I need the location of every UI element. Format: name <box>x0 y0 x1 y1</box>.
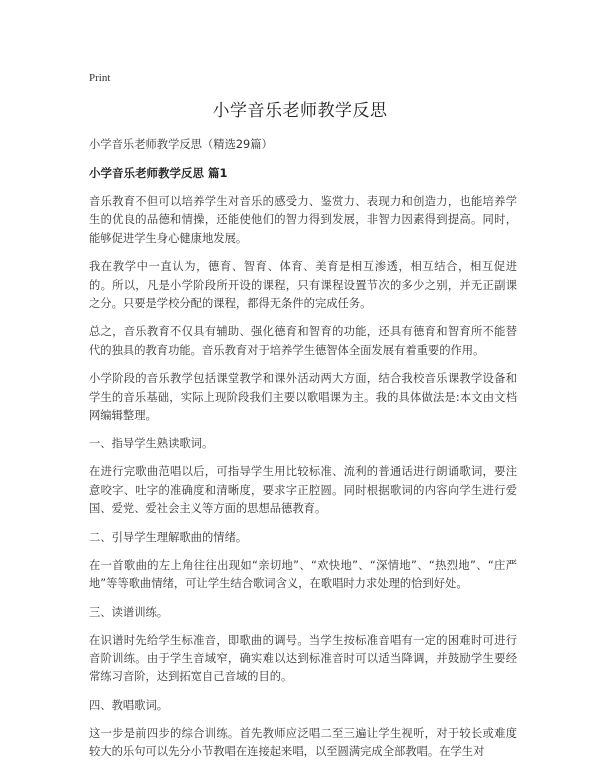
paragraph: 在识谱时先给学生标准音，即歌曲的调号。当学生按标准音唱有一定的困难时可进行音阶训练。由于学生音域窄，确实难以达到标准音时可以适当降调，并鼓励学生要经常练习音阶，达到拓宽自己音域的目的。 <box>89 633 517 684</box>
section-heading: 三、读谱训练。 <box>89 605 169 619</box>
document-subtitle: 小学音乐老师教学反思（精选29篇） <box>89 138 273 151</box>
print-link[interactable]: Print <box>89 72 111 84</box>
document-body <box>89 136 517 772</box>
paragraph: 音乐教育不但可以培养学生对音乐的感受力、鉴赏力、表现力和创造力，也能培养学生的优良的品德和情操，还能使他们的智力得到发展，非智力因素得到提高。同时，能够促进学生身心健康地发展。 <box>89 195 517 245</box>
paragraph: 这一步是前四步的综合训练。首先教师应泛唱二至三遍让学生视听，对于较长或难度较大的乐句可以先分小节教唱在连接起来唱，以至圆满完成全部教唱。在学生对 <box>89 726 517 759</box>
paragraph: 小学阶段的音乐教学包括课堂教学和课外活动两大方面，结合我校音乐课教学设备和学生的音乐基础，实际上现阶段我们主要以歌唱课为主。我的具体做法是:本文由文档网编辑整理。 <box>89 372 517 423</box>
paragraph: 我在教学中一直认为，德育、智育、体育、美育是相互渗透，相互结合，相互促进的。所以，凡是小学阶段所开设的课程，只有课程设置节次的多少之别，并无正副课之分。只要是学校分配的课程，都得无条件的完成任务。 <box>89 260 517 311</box>
document-title: 小学音乐老师教学反思 <box>212 101 388 121</box>
section-heading: 四、教唱歌词。 <box>89 698 169 712</box>
section-heading: 二、引导学生理解歌曲的情绪。 <box>89 530 248 544</box>
article-title: 小学音乐老师教学反思 篇1 <box>89 166 228 180</box>
paragraph: 在进行完歌曲范唱以后，可指导学生用比较标准、流利的普通话进行朗诵歌词，要注意咬字、吐字的准确度和清晰度，要求字正腔圆。同时根据歌词的内容向学生进行爱国、爱党、爱社会主义等方面的思想品德教育。 <box>89 465 517 516</box>
section-heading: 一、指导学生熟读歌词。 <box>89 437 214 451</box>
paragraph: 总之，音乐教育不仅具有辅助、强化德育和智育的功能，还具有德育和智育所不能替代的独具的教育功能。音乐教育对于培养学生德智体全面发展有着重要的作用。 <box>89 325 517 357</box>
paragraph: 在一首歌曲的左上角往往出现如“亲切地”、“欢快地”、“深情地”、“热烈地”、“庄严地”等等歌曲情绪，可让学生结合歌词含义，在歌唱时力求处理的恰到好处。 <box>89 558 517 591</box>
